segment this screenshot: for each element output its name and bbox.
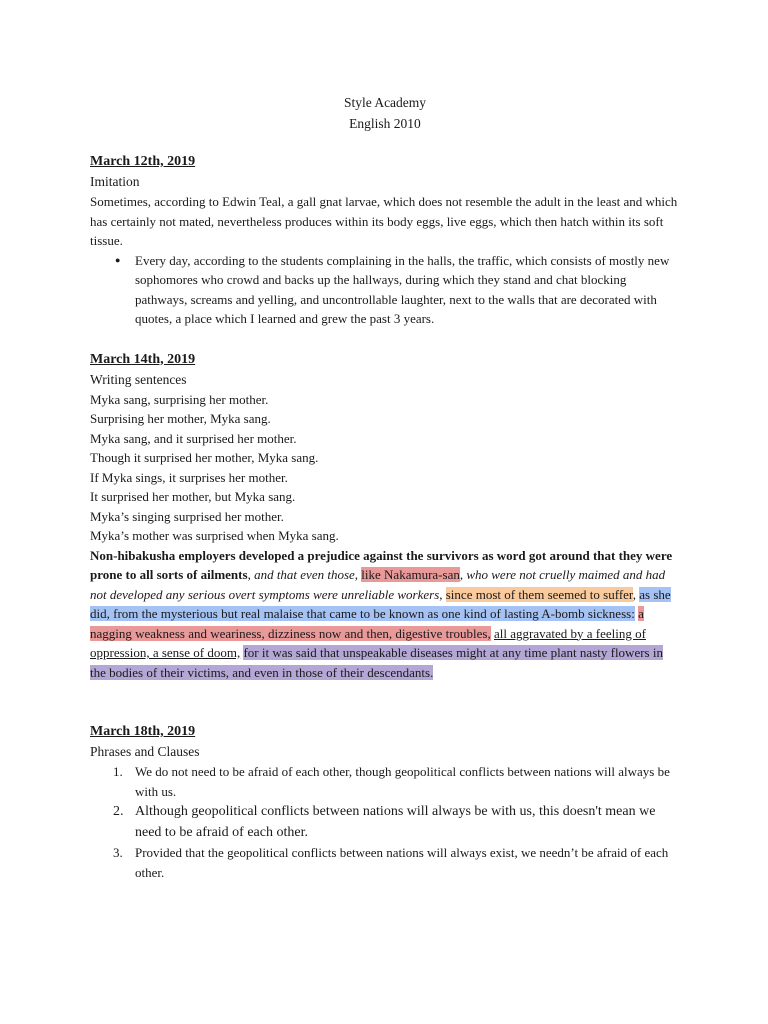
passage-punct: , [247,567,255,582]
sentence: Myka sang, and it surprised her mother. [90,430,297,446]
passage-italic-clause: who were not cruelly maimed and had not developed any serious overt symptoms were unreliable workers [90,567,666,602]
section-date: March 18th, 2019 [90,724,196,739]
sentence: It surprised her mother, but Myka sang. [90,489,296,504]
passage-highlight-orange: since most of them seemed to suffer [445,586,633,602]
section-march-18 [90,722,680,882]
clause-item [113,843,680,882]
passage-punct: , [632,586,640,602]
sentence-list [90,390,680,546]
section-march-12 [90,152,680,329]
course-name: English 2010 [349,116,421,131]
passage-punct: , [354,567,362,582]
section-subhead: Imitation [90,174,140,189]
passage-underlined: all aggravated by a feeling of oppression, a sense of doom, [90,625,646,660]
passage-highlight-blue: as she did, from the mysterious but real malaise that came to be known as one kind of lasting A-bomb sickness: [90,586,671,621]
clause-item [113,801,680,843]
sentence: If Myka sings, it surprises her mother. [90,469,288,485]
clause-list [90,762,680,882]
passage-main-clause: Non-hibakusha employers developed a prejudice against the survivors as word got around that they were prone to all sorts of ailments [90,547,673,582]
item-text: Provided that the geopolitical conflicts between nations will always exist, we needn’t be afraid of each other. [135,845,669,880]
section-subhead: Writing sentences [90,371,187,387]
section-march-14 [90,350,680,683]
sentence: Myka’s singing surprised her mother. [90,508,284,524]
passage-punct: , [439,586,446,602]
sentence: Though it surprised her mother, Myka sang. [90,450,319,465]
imitation-bullets [90,251,680,329]
document-header [90,92,680,134]
item-number: 2. [113,804,124,819]
clause-item [113,762,680,801]
imitation-paragraph: Sometimes, according to Edwin Teal, a gall gnat larvae, which does not resemble the adult in the least and which has certainly not mated, nevertheless produces within its body eggs, live eggs, which then hatch within its soft tissue. [90,194,678,248]
sentence: Surprising her mother, Myka sang. [90,411,271,426]
passage-highlight-red: like Nakamura-san [361,567,460,582]
bullet-item: ● Every day, according to the students complaining in the halls, the traffic, which consists of mostly new sophomores who crowd and backs up the hallways, during which they stand and chat blocking pathways, screams and yelling, and uncontrollable laughter, next to the walls that are decorated with quotes, a place which I learned and grew the past 3 years. [135,251,680,329]
analyzed-passage [90,546,680,683]
section-date: March 12th, 2019 [90,154,196,169]
section-date: March 14th, 2019 [90,351,196,367]
document-page [90,92,680,882]
item-text: Although geopolitical conflicts between nations will always be with us, this doesn't mean we need to be afraid of each other. [135,804,656,840]
school-name: Style Academy [343,95,427,110]
sentence: Myka sang, surprising her mother. [90,391,269,407]
item-number: 1. [113,764,123,779]
passage-punct: , [459,567,467,582]
passage-italic-clause: and that even those [254,567,355,582]
section-subhead: Phrases and Clauses [90,744,200,759]
item-number: 3. [113,845,123,860]
item-text: We do not need to be afraid of each other, though geopolitical conflicts between nations will always be with us. [135,764,670,799]
sentence: Myka’s mother was surprised when Myka sang. [90,528,339,543]
passage-highlight-purple: for it was said that unspeakable diseases might at any time plant nasty flowers in the bodies of their victims, and even in those of their descendants. [90,645,663,680]
passage-highlight-red: a nagging weakness and weariness, dizziness now and then, digestive troubles, [90,606,644,641]
